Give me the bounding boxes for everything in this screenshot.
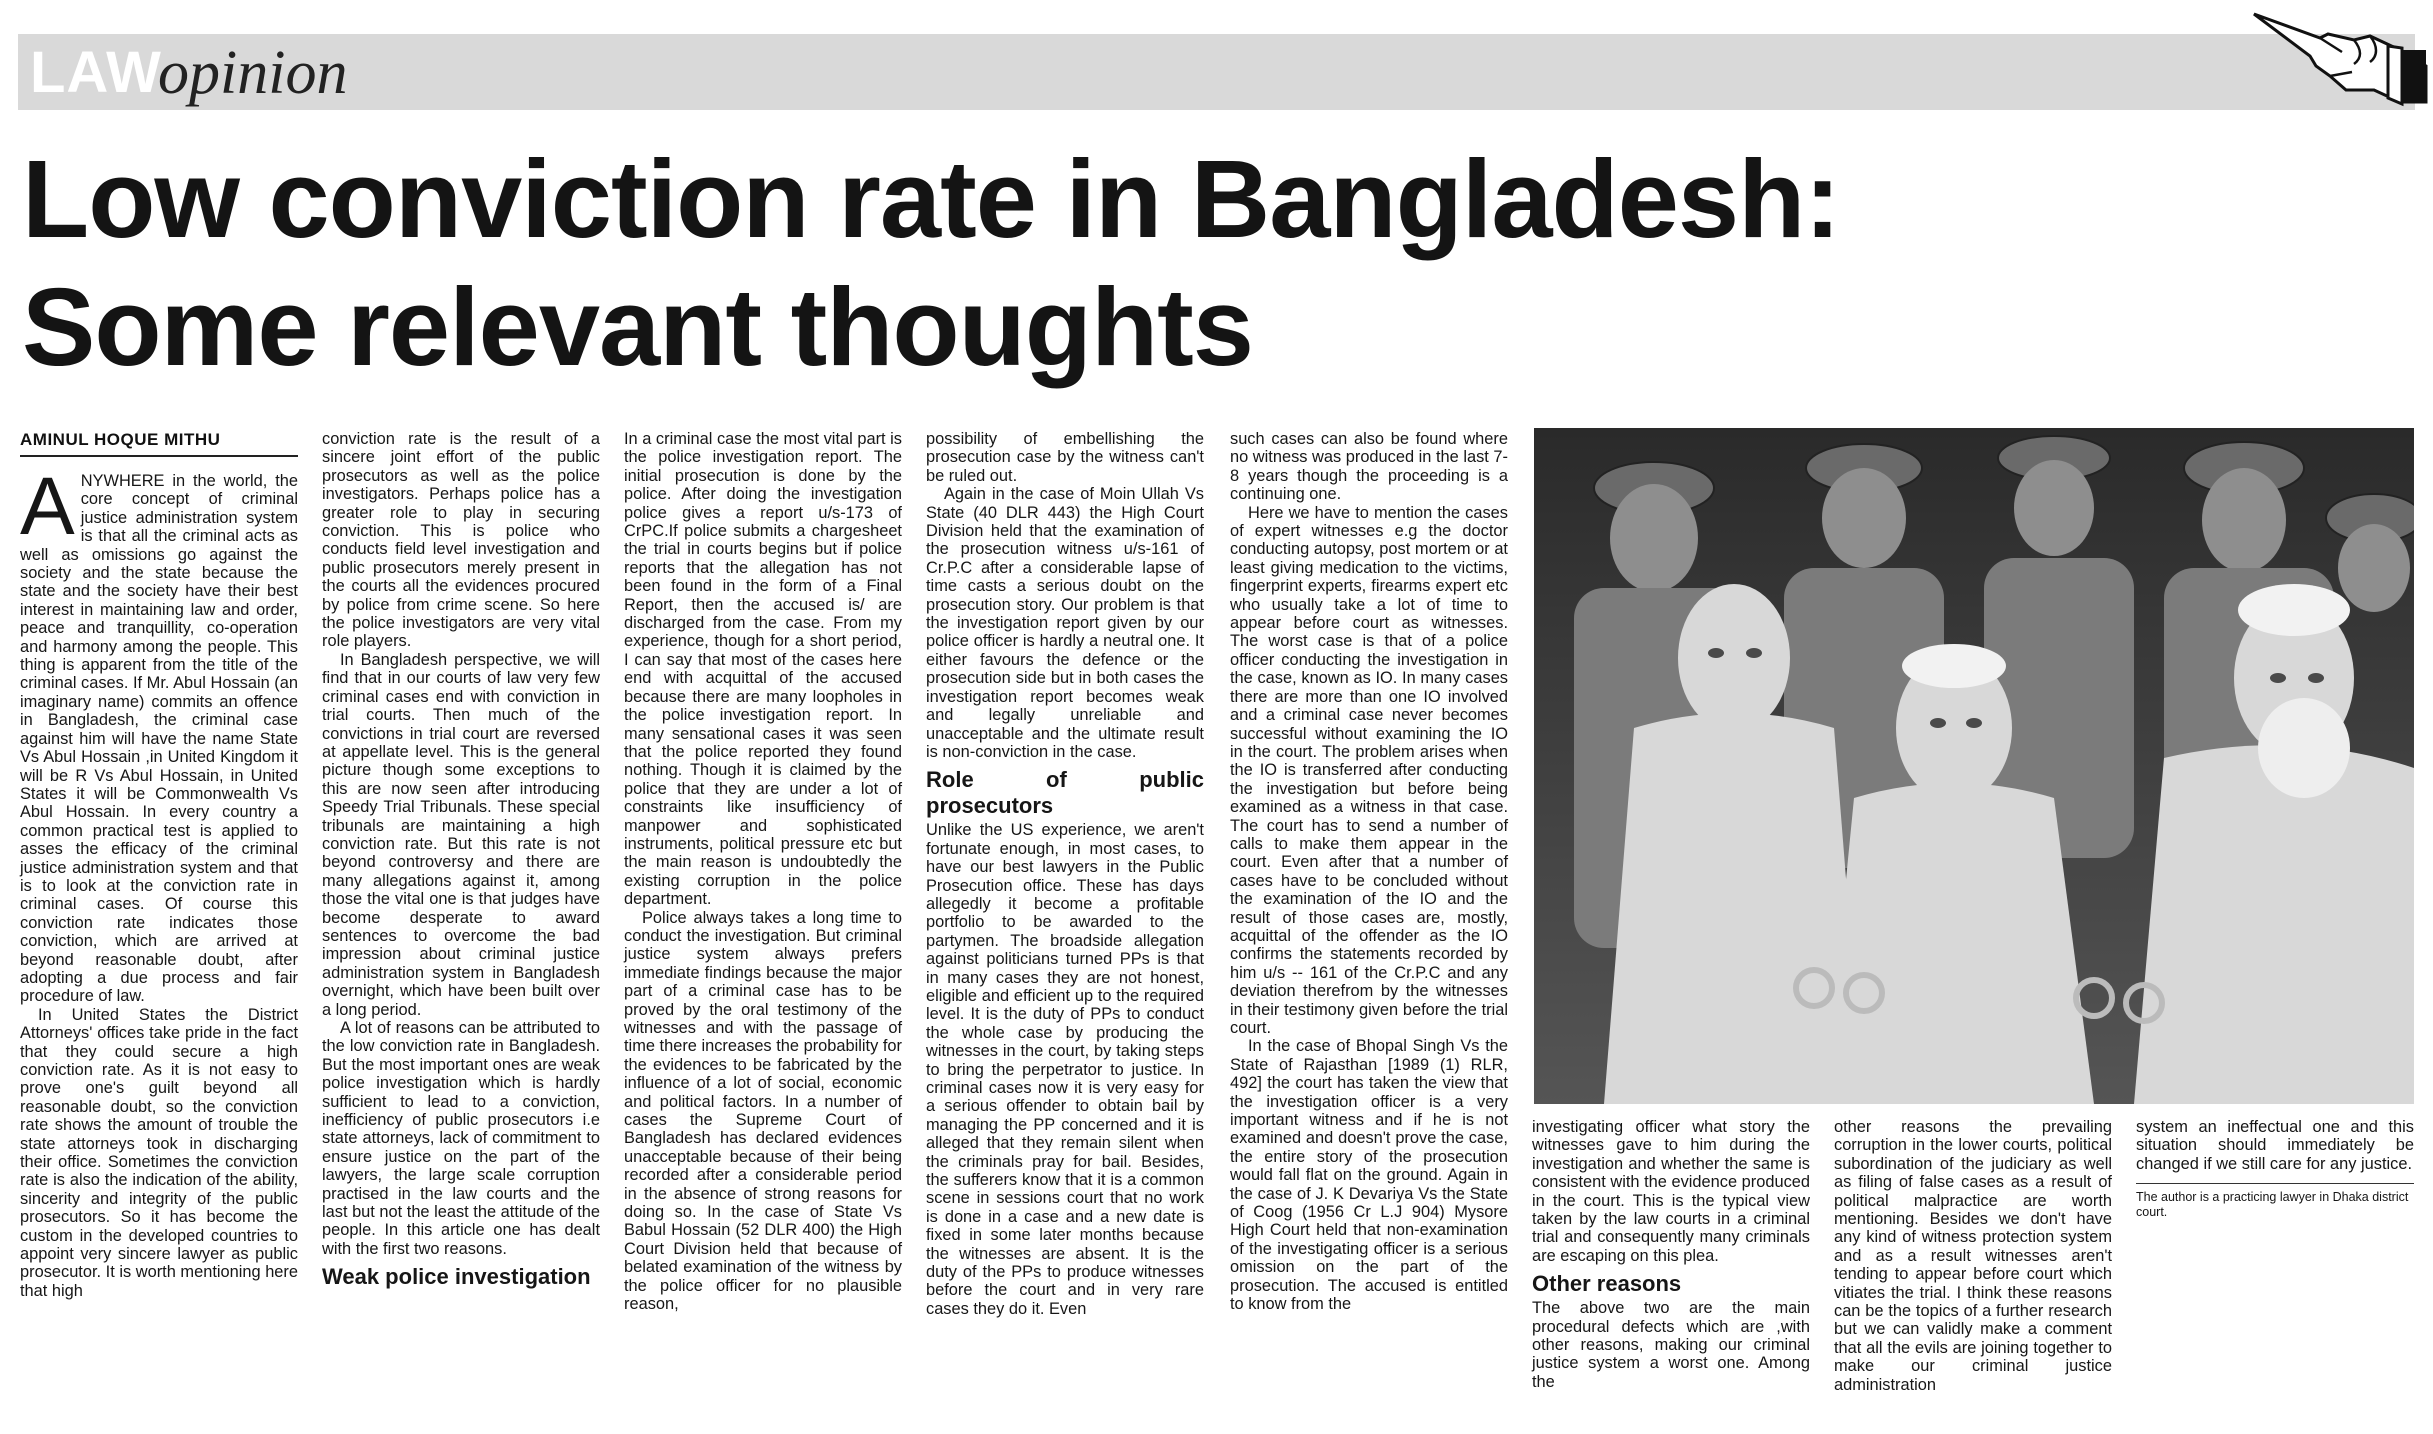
pointing-hand-icon — [2250, 6, 2430, 110]
paragraph: Here we have to mention the cases of expert witnesses e.g the doctor conducting autopsy, post mortem or at least giving medication to the victims, fingerprint experts, firearms expert etc who usually take a lot of time to appear before court as witnesses. The worst case is that of a police officer conducting the investigation in the case, known as IO. In many cases there are more than one IO involved and a criminal case never becomes successful without examining the IO in the court. The problem arises when the IO is transferred after conducting the investigation but before being examined as a witness in that case. The court has to send a number of calls to make them appear in the court. Even after that a number of cases have to be concluded without the examination of the IO and the result of those cases are, mostly, acquittal of the offender as the IO confirms the statements recorded by him u/s -- 161 of the Cr.P.C and any deviation therefrom by the witnesses in their testimony given before the trial court. — [1230, 503, 1508, 1037]
headline-line-2: Some relevant thoughts — [22, 266, 1253, 389]
section-label-law: LAW — [30, 40, 162, 105]
paragraph: such cases can also be found where no witness was produced in the last 7-8 years though the proceeding is a continuing one. — [1230, 430, 1508, 504]
paragraph: The above two are the main procedural defects which are ,with other reasons, making our criminal justice system a worst one. Among the — [1532, 1299, 1810, 1391]
author-credit: The author is a practicing lawyer in Dhaka district court. — [2136, 1190, 2409, 1220]
subheading-other-reasons: Other reasons — [1532, 1271, 1682, 1297]
headline — [22, 136, 2402, 392]
column-6 — [1532, 1118, 1810, 1391]
column-3 — [624, 430, 902, 1314]
byline: AMINUL HOQUE MITHU — [20, 430, 221, 449]
byline-rule — [20, 455, 298, 457]
column-8 — [2136, 1118, 2414, 1220]
paragraph: other reasons the prevailing corruption in the lower courts, political subordination of the judiciary as well as filing of false cases as a result of political malpractice are worth mentioning. Besides we don't have any kind of witness protection system and as a result witnesses aren't tending to appear before court which vitiates the trial. I think these reasons can be the topics of a further research but we can validly make a comment that all the evils are joining together to make our criminal justice administration — [1834, 1118, 2112, 1394]
column-2 — [322, 430, 600, 1292]
paragraph: Again in the case of Moin Ullah Vs State (40 DLR 443) the High Court Division held that the examination of the prosecution witness u/s-161 of Cr.P.C after a considerable lapse of time casts a serious doubt on the prosecution story. Our problem is that the investigation report given by our police officer is hardly a neutral one. It either favours the defence or the prosecution side but in both cases the investigation report becomes weak and legally unreliable and unacceptable and the ultimate result is non-conviction in the case. — [926, 485, 1204, 761]
paragraph: NYWHERE in the world, the core concept of criminal justice administration system is that all the criminal acts as well as omissions go against the society and the state because the state and the society have their best interest in maintaining law and order, peace and tranquillity, co-operation and harmony among the people. This thing is apparent from the title of the criminal cases. If Mr. Abul Hossain (an imaginary name) commits an offence in Bangladesh, the criminal case against him will have the name State Vs Abul Hossain ,in United Kingdom it will be R Vs Abul Hossain, in United States it will be Commonwealth Vs Abul Hossain. In every country a common practical test is applied to asses the efficacy of the criminal justice administration system and that is to look at the conviction rate in criminal cases. Of course this conviction rate indicates those conviction, which are arrived at beyond reasonable doubt, after adopting a due process and fair procedure of law. — [20, 472, 298, 1006]
column-7 — [1834, 1118, 2112, 1394]
column-1 — [20, 461, 298, 1300]
paragraph: conviction rate is the result of a sincere joint effort of the public prosecutors as well as the police investigators. Perhaps police has a greater role to play in securing conviction. This is police who conducts field level investigation and public prosecutors merely present in the courts all the evidences procured by police from crime scene. So here the police investigators are very vital role players. — [322, 430, 600, 651]
drop-cap: A — [20, 461, 75, 552]
paragraph: In a criminal case the most vital part is the police investigation report. The initial prosecution is done by the police. After doing the investigation police gives a report u/s-173 of CrPC.If police submits a chargesheet the trial in courts begins but if police reports that the allegation has not been found in the form of a Final Report, then the accused is/ are discharged from the case. From my experience, though for a short period, I can say that most of the cases here end with acquittal of the accused because there are many loopholes in the police investigation report. In many sensational cases it was seen that the police reported they found nothing. Though it is claimed by the police that they are under a lot of constraints like insufficiency of manpower and sophisticated instruments, political pressure etc but the main reason is undoubtedly the existing corruption in the police department. — [624, 430, 902, 909]
column-5 — [1230, 430, 1508, 1314]
section-label-opinion: opinion — [158, 39, 348, 107]
paragraph: A lot of reasons can be attributed to the low conviction rate in Bangladesh. But the most important ones are weak police investigation which is hardly sufficient to lead to a conviction, inefficiency of public prosecutors i.e state attorneys, lack of commitment to ensure justice on the part of the lawyers, the large scale corruption practised in the law courts and the last but not the least the attitude of the people. In this article one has dealt with the first two reasons. — [322, 1019, 600, 1258]
subheading-role-of-public-prosecutors: Role of public prosecutors — [926, 767, 1204, 819]
news-photo — [1534, 428, 2414, 1104]
section-banner — [18, 34, 2415, 110]
photo-illustration — [1534, 428, 2414, 1104]
paragraph: In Bangladesh perspective, we will find that in our courts of law very few criminal cases end with conviction in trial courts. Then much of the convictions in trial court are reversed at appellate level. This is the general picture though some exceptions to this are now seen after introducing Speedy Trial Tribunals. These special tribunals are maintaining a high conviction rate. But this rate is not beyond controversy and there are many allegations against it, among those the vital one is that judges have become desperate to award sentences to overcome the bad impression about criminal justice administration system in Bangladesh overnight, which have been built over a long period. — [322, 650, 600, 1019]
paragraph: In the case of Bhopal Singh Vs the State of Rajasthan [1989 (1) RLR, 492] the court has taken the view that the investigation officer is a very important witness and if he is not examined and doesn't prove the case, the entire story of the prosecution would fall flat on the ground. Again in the case of J. K Devariya Vs the State of Coog (1956 Cr L.J 904) Mysore High Court held that non-examination of the investigating officer is a serious omission on the part of the prosecution. The accused is entitled to know from the — [1230, 1037, 1508, 1314]
credit-rule — [2136, 1183, 2414, 1184]
paragraph: Unlike the US experience, we aren't fortunate enough, in most cases, to have our best lawyers in the Public Prosecution office. These has days allegedly it become a profitable portfolio to be awarded to the partymen. The broadside allegation against politicians turned PPs is that in many cases they are not honest, eligible and efficient up to the required level. It is the duty of PPs to conduct the whole case by producing the witnesses in the court, by taking steps to bring the perpetrator to justice. In criminal cases now it is very easy for a serious offender to obtain bail by managing the PP concerned and it is alleged that they remain silent when the criminals pray for bail. Besides, the sufferers know that it is a common scene in sessions court that no work is done in a case and a new date is fixed in some later months because the witnesses are absent. It is the duty of the PPs to produce witnesses before the court and in very rare cases they do it. Even — [926, 821, 1204, 1318]
paragraph: possibility of embellishing the prosecution case by the witness can't be ruled out. — [926, 430, 1204, 485]
headline-line-1: Low conviction rate in Bangladesh: — [22, 138, 1840, 261]
paragraph: Police always takes a long time to conduct the investigation. But criminal justice system always prefers immediate findings because the major part of a criminal case has to be proved by the oral testimony of the witnesses and with the passage of time there increases the probability for the evidences to be fabricated by the influence of a lot of social, economic and political factors. In a number of cases the Supreme Court of Bangladesh has declared evidences unacceptable because of their being recorded after a considerable period in the absence of strong reasons for doing so. In the case of State Vs Babul Hossain (52 DLR 400) the High Court Division held that because of belated examination of the witness by the police officer for no plausible reason, — [624, 908, 902, 1314]
paragraph: system an ineffectual one and this situation should immediately be changed if we still care for any justice. — [2136, 1118, 2414, 1173]
paragraph: investigating officer what story the witnesses gave to him during the investigation and whether the same is consistent with the evidence produced in the court. This is the typical view taken by the law courts in a criminal trial and consequently many criminals are escaping on this plea. — [1532, 1118, 1810, 1265]
paragraph: In United States the District Attorneys' offices take pride in the fact that they could secure a high conviction rate. As it is not easy to prove one's guilt beyond all reasonable doubt, so the conviction rate shows the amount of trouble the state attorneys took in discharging their office. Sometimes the conviction rate is also the indication of the ability, sincerity and integrity of the public prosecutors. So it has become the custom in the developed countries to appoint very sincere lawyer as public prosecutor. It is worth mentioning here that high — [20, 1005, 298, 1300]
column-4 — [926, 430, 1204, 1318]
subheading-weak-police-investigation: Weak police investigation — [322, 1264, 591, 1290]
